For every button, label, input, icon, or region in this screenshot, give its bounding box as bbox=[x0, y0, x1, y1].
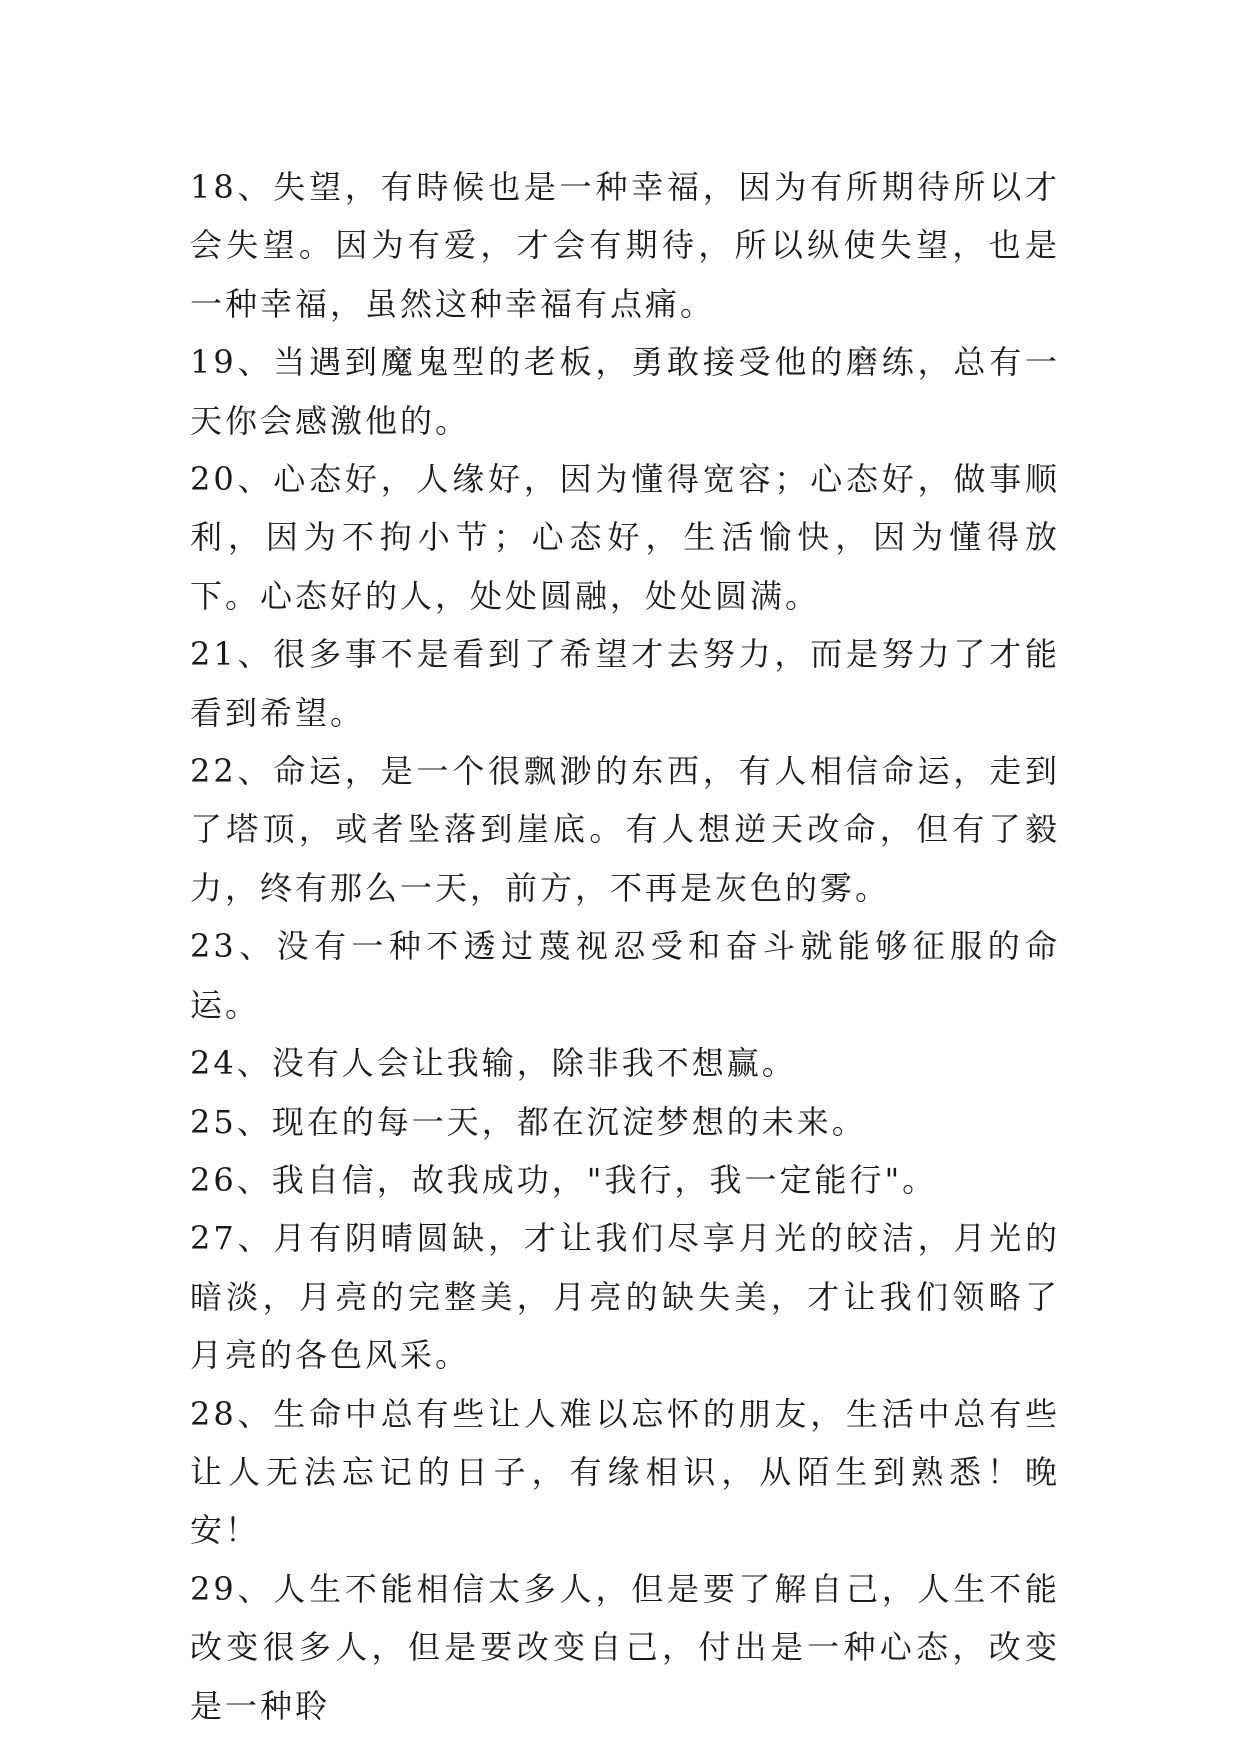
paragraph-28: 28、生命中总有些让人难以忘怀的朋友，生活中总有些让人无法忘记的日子，有缘相识，从陌生到熟悉！晚安！ bbox=[190, 1394, 1060, 1550]
paragraph-21: 21、很多事不是看到了希望才去努力，而是努力了才能看到希望。 bbox=[190, 635, 1060, 732]
paragraph-19: 19、当遇到魔鬼型的老板，勇敢接受他的磨练，总有一天你会感激他的。 bbox=[190, 343, 1060, 440]
paragraph-18: 18、失望，有時候也是一种幸福，因为有所期待所以才会失望。因为有爱，才会有期待，所以纵使失望，也是一种幸福，虽然这种幸福有点痛。 bbox=[190, 168, 1060, 323]
paragraph-23: 23、没有一种不透过蔑视忍受和奋斗就能够征服的命运。 bbox=[190, 927, 1060, 1024]
paragraph-22: 22、命运，是一个很飘渺的东西，有人相信命运，走到了塔顶，或者坠落到崖底。有人想逆天改命，但有了毅力，终有那么一天，前方，不再是灰色的雾。 bbox=[190, 752, 1060, 907]
paragraph-26: 26、我自信，故我成功，"我行，我一定能行"。 bbox=[190, 1160, 938, 1199]
paragraph-25: 25、现在的每一天，都在沉淀梦想的未来。 bbox=[190, 1102, 867, 1141]
document-body bbox=[190, 158, 1060, 1735]
paragraph-29: 29、人生不能相信太多人，但是要了解自己，人生不能改变很多人，但是要改变自己，付出是一种心态，改变是一种聆 bbox=[190, 1569, 1060, 1725]
paragraph-20: 20、心态好，人缘好，因为懂得宽容；心态好，做事顺利，因为不拘小节；心态好，生活愉快，因为懂得放下。心态好的人，处处圆融，处处圆满。 bbox=[190, 460, 1060, 615]
paragraph-27: 27、月有阴晴圆缺，才让我们尽享月光的皎洁，月光的暗淡，月亮的完整美，月亮的缺失美，才让我们领略了月亮的各色风采。 bbox=[190, 1219, 1060, 1375]
paragraph-24: 24、没有人会让我输，除非我不想赢。 bbox=[190, 1044, 797, 1083]
